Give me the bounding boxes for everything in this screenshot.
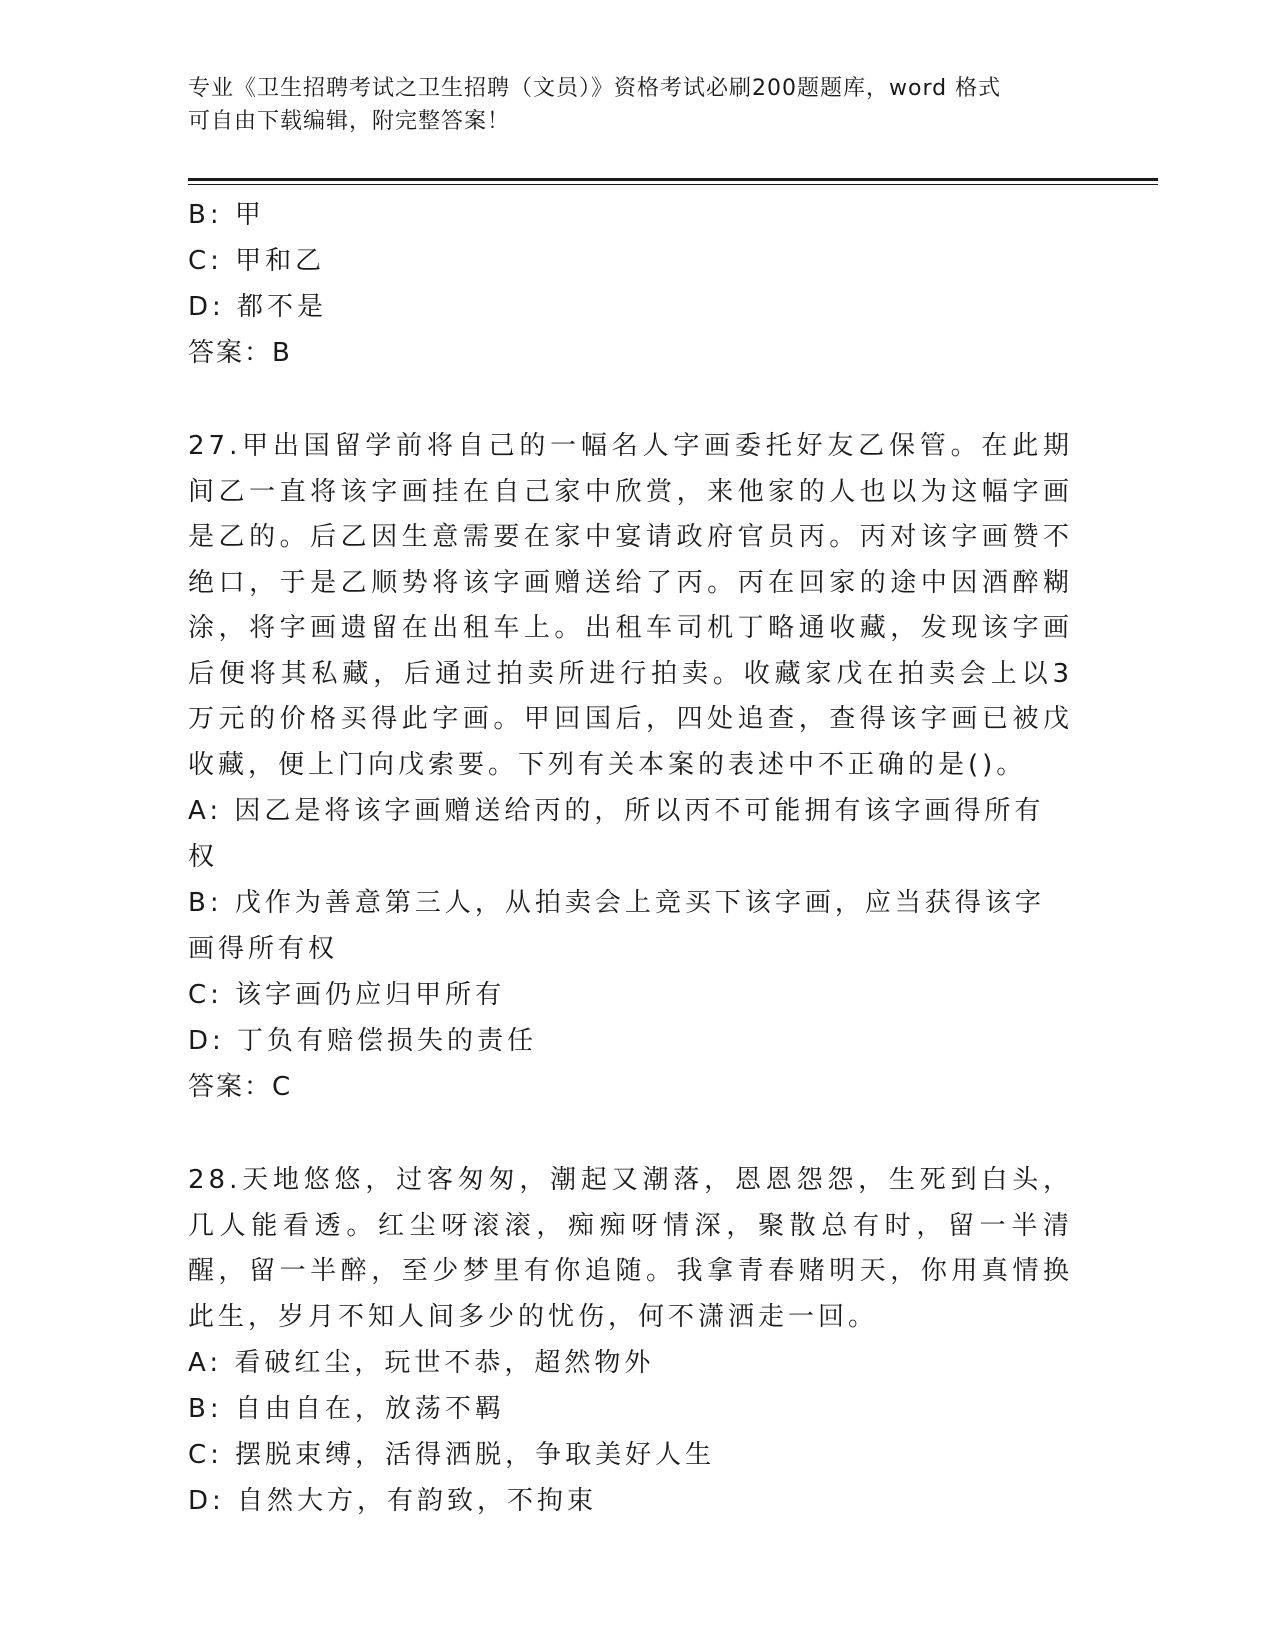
question-text: 28.天地悠悠，过客匆匆，潮起又潮落，恩恩怨怨，生死到白头，几人能看透。红尘呀滚滚，痴痴呀情深，聚散总有时，留一半清醒，留一半醉，至少梦里有你追随。我拿青春赌明天，你用真情换此生，岁月不知人间多少的忧伤，何不潇洒走一回。 xyxy=(188,1165,1073,1332)
header-line-2: 可自由下载编辑，附完整答案！ xyxy=(188,109,511,134)
option-c: C: 该字画仍应归甲所有 xyxy=(188,980,506,1010)
question-28 xyxy=(188,1158,1073,1524)
header-rule-thick xyxy=(188,178,1158,181)
answer-line: 答案：B xyxy=(188,338,292,368)
question-text: 27.甲出国留学前将自己的一幅名人字画委托好友乙保管。在此期间乙一直将该字画挂在自己家中欣赏，来他家的人也以为这幅字画是乙的。后乙因生意需要在家中宴请政府官员丙。丙对该字画赞不绝口，于是乙顺势将该字画赠送给了丙。丙在回家的途中因酒醉糊涂，将字画遗留在出租车上。出租车司机丁略通收藏，发现该字画后便将其私藏，后通过拍卖所进行拍卖。收藏家戊在拍卖会上以3万元的价格买得此字画。甲回国后，四处追查，查得该字画已被戊收藏，便上门向戊索要。下列有关本案的表述中不正确的是()。 xyxy=(188,431,1073,780)
option-a: A: 看破红尘，玩世不恭，超然物外 xyxy=(188,1348,655,1378)
option-c: C: 甲和乙 xyxy=(188,246,326,276)
answer-line: 答案：C xyxy=(188,1072,293,1102)
option-b: B: 自由自在，放荡不羁 xyxy=(188,1394,505,1424)
option-b: B: 甲 xyxy=(188,200,265,230)
option-d: D: 丁负有赔偿损失的责任 xyxy=(188,1026,538,1056)
question-26-tail xyxy=(188,192,1073,376)
option-b: B: 戊作为善意第三人，从拍卖会上竞买下该字画，应当获得该字画得所有权 xyxy=(188,888,1045,964)
document-body xyxy=(188,192,1073,1524)
option-a: A: 因乙是将该字画赠送给丙的，所以丙不可能拥有该字画得所有权 xyxy=(188,796,1045,872)
header-line-1: 专业《卫生招聘考试之卫生招聘（文员）》资格考试必刷200题题库，word 格式 xyxy=(188,76,1002,101)
question-27 xyxy=(188,424,1073,1110)
page-header xyxy=(188,72,1088,138)
option-d: D: 都不是 xyxy=(188,292,328,322)
option-c: C: 摆脱束缚，活得洒脱，争取美好人生 xyxy=(188,1440,716,1470)
option-d: D: 自然大方，有韵致，不拘束 xyxy=(188,1486,598,1516)
header-rule-thin xyxy=(188,184,1158,185)
